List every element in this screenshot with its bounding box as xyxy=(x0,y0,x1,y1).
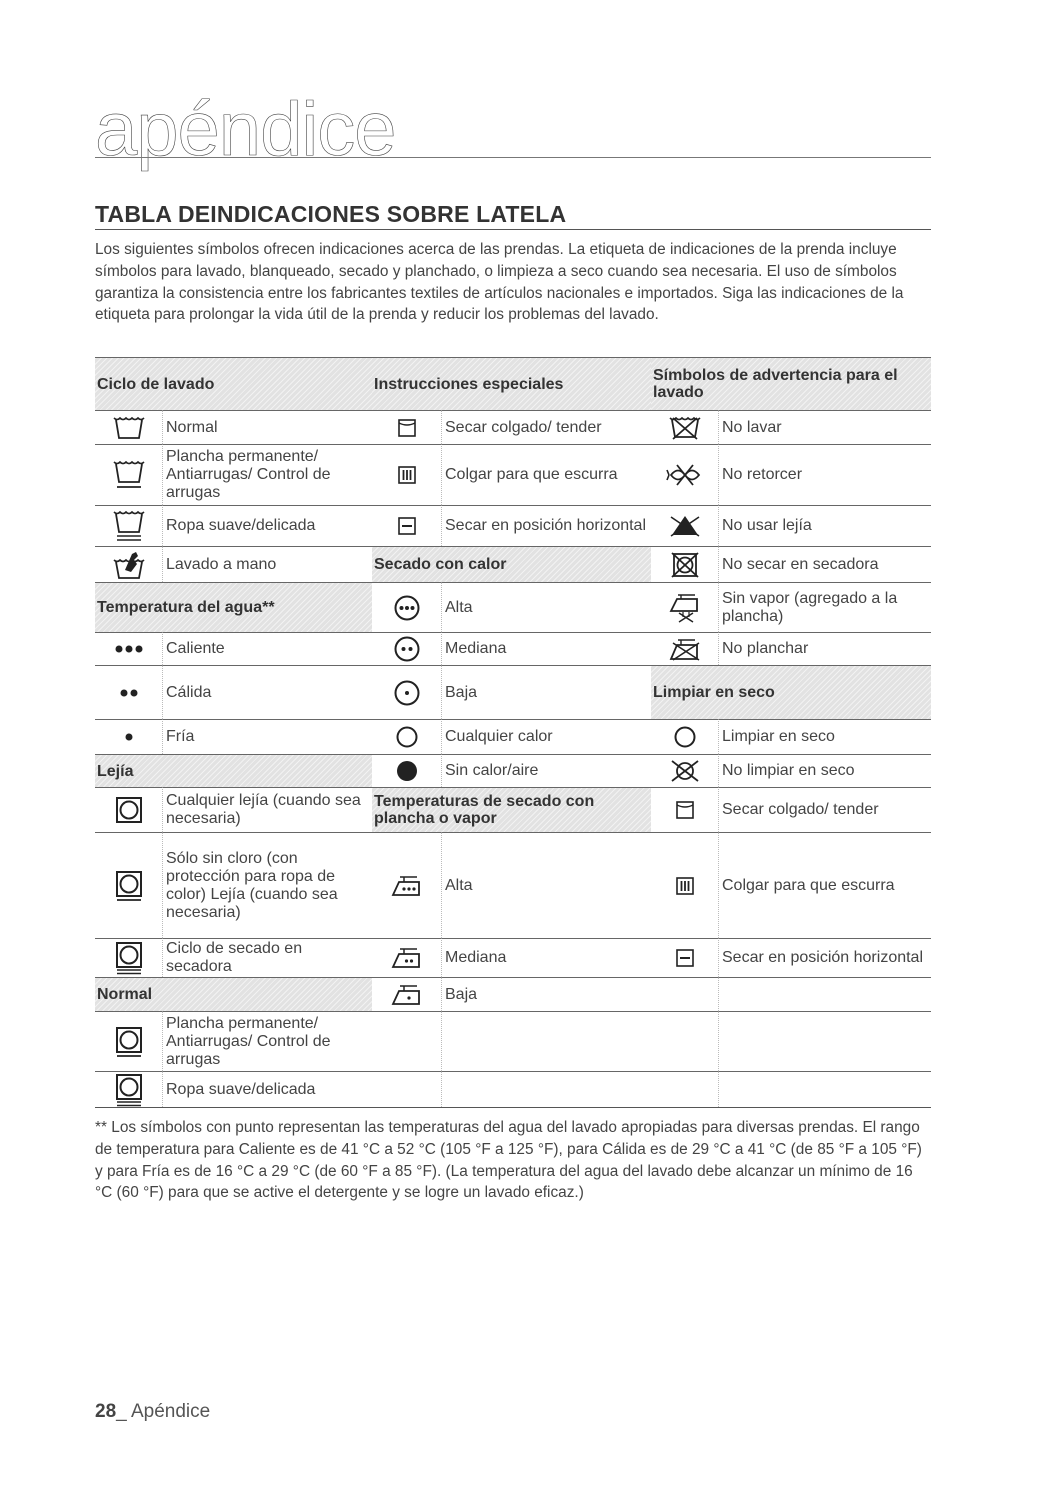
warning-label: No usar lejía xyxy=(719,505,931,546)
header-iron-temperature: Temperaturas de secado con plancha o vapor xyxy=(372,787,651,832)
circle-three-dots-icon xyxy=(372,582,442,632)
special-label: Colgar para que escurra xyxy=(442,444,651,505)
circle-one-dot-icon xyxy=(372,665,442,719)
empty-cell xyxy=(719,1011,931,1071)
dry-clean-label: No limpiar en seco xyxy=(719,754,931,787)
header-dry-clean: Limpiar en seco xyxy=(651,665,931,719)
warning-label: Sin vapor (agregado a la plancha) xyxy=(719,582,931,632)
iron-one-dot-icon xyxy=(372,977,442,1011)
no-bleach-icon xyxy=(651,505,719,546)
heat-dry-label: Sin calor/aire xyxy=(442,754,651,787)
two-dots-icon xyxy=(95,665,163,719)
iron-three-dots-icon xyxy=(372,832,442,938)
page-footer xyxy=(95,1401,210,1423)
special-label: Secar colgado/ tender xyxy=(442,410,651,444)
dry-clean-icon xyxy=(651,719,719,754)
wash-cycle-label: Ropa suave/delicada xyxy=(163,505,372,546)
dry-flat-icon xyxy=(651,938,719,977)
chapter-rule xyxy=(95,157,931,158)
drip-dry-icon xyxy=(372,444,442,505)
dry-clean-label: Secar en posición horizontal xyxy=(719,938,931,977)
dry-clean-label: Limpiar en seco xyxy=(719,719,931,754)
header-heat-dry: Secado con calor xyxy=(372,546,651,582)
chapter-title: apéndice xyxy=(95,87,396,172)
warning-label: No retorcer xyxy=(719,444,931,505)
iron-two-dots-icon xyxy=(372,938,442,977)
empty-cell xyxy=(442,1011,651,1071)
water-temp-label: Cálida xyxy=(163,665,372,719)
iron-label: Mediana xyxy=(442,938,651,977)
washtub-one-bar-icon xyxy=(95,444,163,505)
water-temp-label: Caliente xyxy=(163,632,372,665)
header-warning-symbols: Símbolos de advertencia para el lavado xyxy=(651,357,931,410)
no-wash-icon xyxy=(651,410,719,444)
drip-dry-icon xyxy=(651,832,719,938)
washtub-two-bars-icon xyxy=(95,505,163,546)
empty-cell xyxy=(442,1071,651,1107)
no-wring-icon xyxy=(651,444,719,505)
water-temp-label: Fría xyxy=(163,719,372,754)
bleach-label: Sólo sin cloro (con protección para ropa de color) Lejía (cuando sea necesaria) xyxy=(163,832,372,938)
one-dot-icon xyxy=(95,719,163,754)
circle-two-dots-icon xyxy=(372,632,442,665)
intro-paragraph: Los siguientes símbolos ofrecen indicaciones acerca de las prendas. La etiqueta de indicaciones de la prenda incluye símbolos para lavado, blanqueado, secado y planchado, o limpieza a seco cuando sea necesaria. El uso de símbolos garantiza la consistencia entre los fabricantes textiles de artículos nacionales e importados. Siga las indicaciones de la etiqueta para prolongar la vida útil de la prenda y reducir los problemas del lavado. xyxy=(95,241,904,324)
dryer-two-bars-icon xyxy=(95,1071,163,1107)
dryer-two-bars-icon xyxy=(95,938,163,977)
footer-separator: _ xyxy=(116,1401,127,1422)
no-iron-icon xyxy=(651,632,719,665)
warning-label: No secar en secadora xyxy=(719,546,931,582)
filled-circle-icon xyxy=(372,754,442,787)
header-normal: Normal xyxy=(95,977,372,1011)
wash-cycle-label: Plancha permanente/ Antiarrugas/ Control de arrugas xyxy=(163,444,372,505)
header-special-instructions: Instrucciones especiales xyxy=(372,357,651,410)
warning-label: No planchar xyxy=(719,632,931,665)
empty-cell xyxy=(719,977,931,1011)
dry-clean-label: Colgar para que escurra xyxy=(719,832,931,938)
header-bleach: Lejía xyxy=(95,754,372,787)
heat-dry-label: Cualquier calor xyxy=(442,719,651,754)
normal-label: Plancha permanente/ Antiarrugas/ Control de arrugas xyxy=(163,1011,372,1071)
no-steam-icon xyxy=(651,582,719,632)
wash-cycle-label: Lavado a mano xyxy=(163,546,372,582)
section-rule xyxy=(95,229,931,230)
bleach-label: Ciclo de secado en secadora xyxy=(163,938,372,977)
heat-dry-label: Mediana xyxy=(442,632,651,665)
empty-cell xyxy=(651,1011,719,1071)
dry-flat-icon xyxy=(372,505,442,546)
heat-dry-label: Alta xyxy=(442,582,651,632)
bleach-label: Cualquier lejía (cuando sea necesaria) xyxy=(163,787,372,832)
footnote: ** Los símbolos con punto representan las temperaturas del agua del lavado apropiadas para diversas prendas. El rango de temperatura para Caliente es de 41 °C a 52 °C (105 °F a 125 °F), para Cálida es de 29 °C a 41 °C (de 85 °F a 105 °F) y para Fría es de 16 °C a 29 °C (de 60 °F a 85 °F). (La temperatura del agua del lavado debe alcanzar un mínimo de 16 °C (60 °F) para que se active el detergente y se logre un lavado eficaz.) xyxy=(95,1119,922,1202)
empty-cell xyxy=(372,1071,442,1107)
dry-clean-label: Secar colgado/ tender xyxy=(719,787,931,832)
header-water-temperature: Temperatura del agua** xyxy=(95,582,372,632)
page-number: 28 xyxy=(95,1401,117,1422)
empty-cell xyxy=(651,1071,719,1107)
empty-cell xyxy=(719,1071,931,1107)
washtub-icon xyxy=(95,410,163,444)
care-symbols-table xyxy=(95,357,931,1108)
iron-label: Alta xyxy=(442,832,651,938)
warning-label: No lavar xyxy=(719,410,931,444)
footer-label: Apéndice xyxy=(130,1401,211,1422)
line-dry-icon xyxy=(372,410,442,444)
three-dots-icon xyxy=(95,632,163,665)
empty-circle-icon xyxy=(372,719,442,754)
normal-label: Ropa suave/delicada xyxy=(163,1071,372,1107)
heat-dry-label: Baja xyxy=(442,665,651,719)
no-tumble-dry-icon xyxy=(651,546,719,582)
line-dry-icon xyxy=(651,787,719,832)
section-title: TABLA DEINDICACIONES SOBRE LATELA xyxy=(95,201,567,227)
no-dry-clean-icon xyxy=(651,754,719,787)
header-wash-cycle: Ciclo de lavado xyxy=(95,357,372,410)
wash-cycle-label: Normal xyxy=(163,410,372,444)
empty-cell xyxy=(372,1011,442,1071)
special-label: Secar en posición horizontal xyxy=(442,505,651,546)
hand-wash-icon xyxy=(95,546,163,582)
iron-label: Baja xyxy=(442,977,651,1011)
dryer-one-bar-icon xyxy=(95,832,163,938)
dryer-one-bar-icon xyxy=(95,1011,163,1071)
empty-cell xyxy=(651,977,719,1011)
dryer-square-icon xyxy=(95,787,163,832)
